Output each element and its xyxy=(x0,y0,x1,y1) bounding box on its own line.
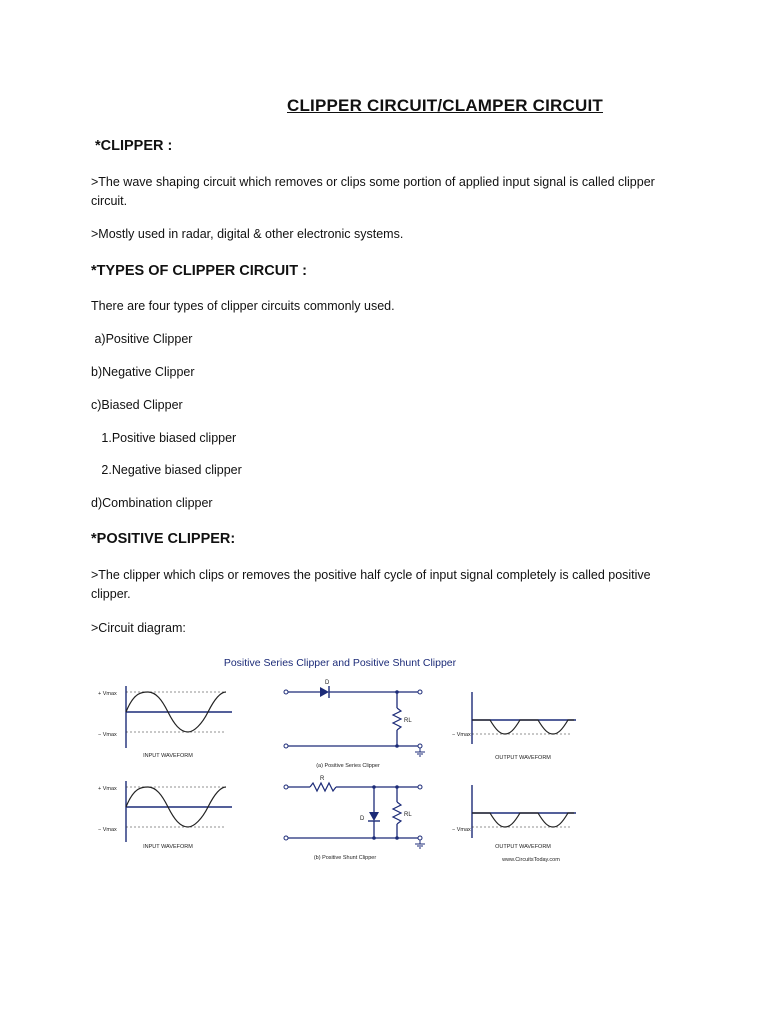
type-item: d)Combination clipper xyxy=(91,496,213,510)
resistor-label: R xyxy=(320,776,325,782)
positive-clipper-heading: *POSITIVE CLIPPER: xyxy=(91,531,236,547)
plus-vmax-label: + Vmax xyxy=(98,786,117,792)
shunt-clipper-caption: (b) Positive Shunt Clipper xyxy=(313,855,377,861)
positive-clipper-definition: >The clipper which clips or removes the positive half cycle of input signal completely is called positive clipper. xyxy=(91,568,651,601)
output-waveform-bottom xyxy=(452,785,576,863)
minus-vmax-label: − Vmax xyxy=(98,732,117,738)
load-resistor-label: RL xyxy=(404,812,412,818)
minus-vmax-label: − Vmax xyxy=(452,732,471,738)
input-waveform-bottom xyxy=(98,781,232,850)
series-clipper-circuit xyxy=(284,680,425,769)
clipper-circuit-figure xyxy=(90,650,590,875)
page-title: CLIPPER CIRCUIT/CLAMPER CIRCUIT xyxy=(287,96,603,115)
minus-vmax-label: − Vmax xyxy=(452,827,471,833)
input-waveform-caption: INPUT WAVEFORM xyxy=(143,844,193,850)
minus-vmax-label: − Vmax xyxy=(98,827,117,833)
input-waveform-top xyxy=(98,686,232,759)
plus-vmax-label: + Vmax xyxy=(98,691,117,697)
type-item: a)Positive Clipper xyxy=(91,332,193,346)
clipper-heading: *CLIPPER : xyxy=(95,138,173,154)
diode-label: D xyxy=(360,816,365,822)
output-waveform-top xyxy=(452,692,576,761)
figure-title: Positive Series Clipper and Positive Shunt Clipper xyxy=(223,657,457,669)
types-heading: *TYPES OF CLIPPER CIRCUIT : xyxy=(91,263,307,279)
type-item: c)Biased Clipper xyxy=(91,398,183,412)
output-waveform-caption: OUTPUT WAVEFORM xyxy=(495,844,551,850)
type-item: b)Negative Clipper xyxy=(91,365,195,379)
clipper-usage: >Mostly used in radar, digital & other electronic systems. xyxy=(91,227,404,241)
input-waveform-caption: INPUT WAVEFORM xyxy=(143,753,193,759)
shunt-clipper-circuit xyxy=(284,776,425,861)
clipper-definition: >The wave shaping circuit which removes or clips some portion of applied input signal is called clipper circuit. xyxy=(91,175,655,208)
credit-text: www.CircuitsToday.com xyxy=(502,857,560,863)
circuit-diagram-label: >Circuit diagram: xyxy=(91,621,186,635)
types-intro: There are four types of clipper circuits commonly used. xyxy=(91,299,395,313)
series-clipper-caption: (a) Positive Series Clipper xyxy=(316,763,380,769)
load-resistor-label: RL xyxy=(404,718,412,724)
output-waveform-caption: OUTPUT WAVEFORM xyxy=(495,755,551,761)
type-subitem: 1.Positive biased clipper xyxy=(91,431,237,445)
type-subitem: 2.Negative biased clipper xyxy=(91,463,242,477)
diode-label: D xyxy=(325,680,330,686)
